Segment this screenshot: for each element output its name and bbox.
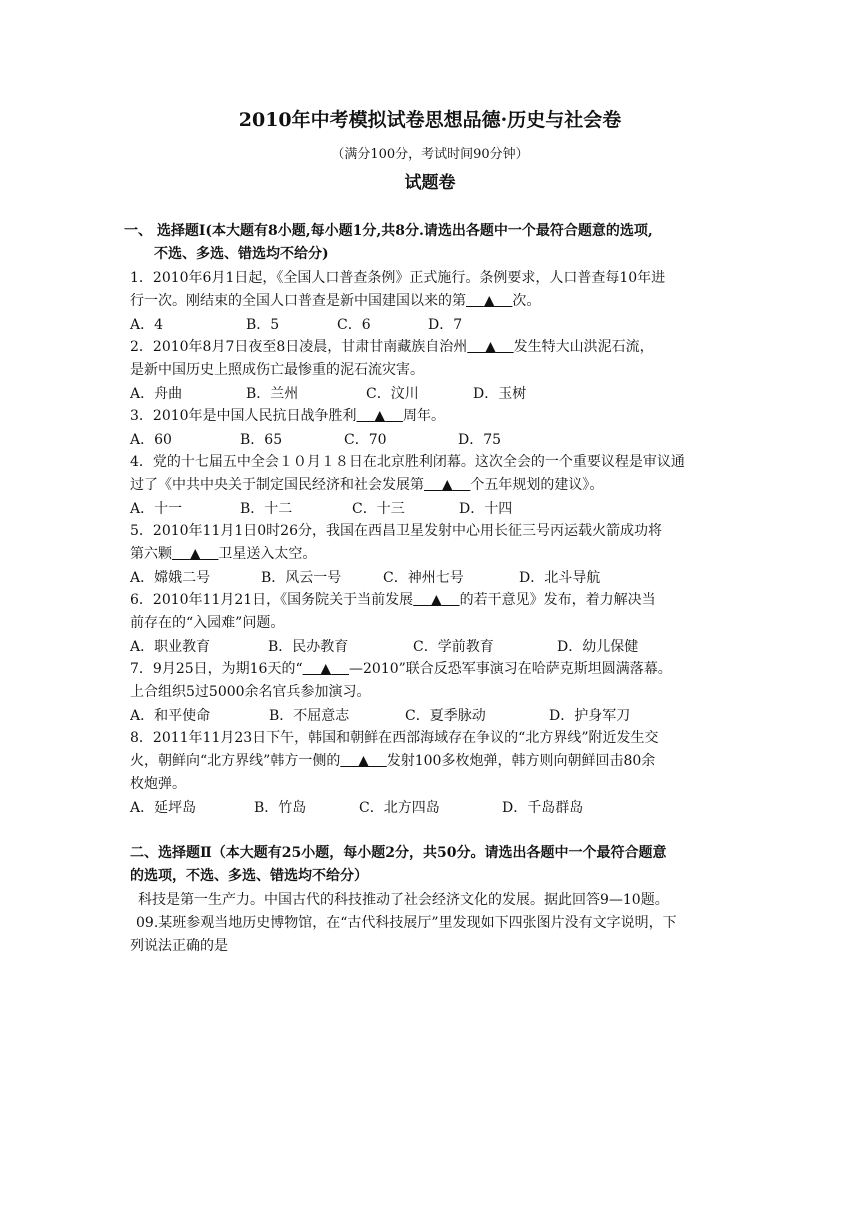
question-7-option-a: A．和平使命: [130, 708, 211, 724]
question-5-option-a: A．嫦娥二号: [130, 570, 211, 586]
question-2-option-b: B．兰州: [246, 386, 299, 402]
paper-label: 试题卷: [404, 173, 456, 193]
question-1-option-d: D．7: [428, 317, 463, 333]
question-5-option-b: B．风云一号: [261, 570, 342, 586]
question-7-option-d: D．护身军刀: [549, 708, 631, 724]
question-6-option-a: A．职业教育: [130, 639, 211, 655]
question-4-option-c: C．十三: [352, 501, 405, 517]
question-8-option-c: C．北方四岛: [359, 800, 440, 816]
question-4-stem-cont: 过了《中共中央关于制定国民经济和社会发展第 ▲ 个五年规划的建议》。: [130, 477, 604, 493]
question-1-option-a: A．4: [130, 317, 164, 333]
question-2-stem-cont: 是新中国历史上照成伤亡最惨重的泥石流灾害。: [130, 362, 424, 378]
answer-blank: ▲: [430, 592, 442, 608]
question-5-stem: 5．2010年11月1日0时26分，我国在西昌卫星发射中心用长征三号丙运载火箭成功将: [130, 523, 662, 539]
question-8-stem-cont: 火，朝鲜向“北方界线”韩方一侧的 ▲ 发射100多枚炮弹，韩方则向朝鲜回击80余: [130, 753, 656, 769]
question-4-option-a: A．十一: [130, 501, 183, 517]
question-5-stem-cont: 第六颗 ▲ 卫星送入太空。: [130, 546, 317, 562]
answer-blank: ▲: [358, 753, 369, 769]
question-2-option-d: D．玉树: [473, 386, 527, 402]
question-5-option-c: C．神州七号: [383, 570, 464, 586]
question-8-option-d: D．千岛群岛: [502, 800, 584, 816]
answer-blank: ▲: [483, 293, 495, 309]
question-8-option-a: A．延坪岛: [130, 800, 197, 816]
question-9-stem: 09.某班参观当地历史博物馆，在“古代科技展厅”里发现如下四张图片没有文字说明，下: [136, 915, 677, 931]
question-6-option-c: C．学前教育: [413, 639, 494, 655]
section2-intro: 科技是第一生产力。中国古代的科技推动了社会经济文化的发展。据此回答9—10题。: [138, 892, 669, 908]
question-8-stem-cont2: 枚炮弹。: [130, 776, 186, 792]
question-7-option-b: B．不屈意志: [269, 708, 350, 724]
question-1-stem: 1．2010年6月1日起，《全国人口普查条例》正式施行。条例要求，人口普查每10年进: [130, 270, 666, 286]
question-8-stem: 8．2011年11月23日下午，韩国和朝鲜在西部海域存在争议的“北方界线”附近发生交: [130, 730, 659, 746]
answer-blank: ▲: [374, 408, 386, 424]
question-2-stem: 2．2010年8月7日夜至8日凌晨，甘肃甘南藏族自治州 ▲ 发生特大山洪泥石流，: [130, 339, 654, 355]
section1-heading-cont: 不选、多选、错选均不给分): [154, 246, 329, 262]
question-7-stem: 7．9月25日，为期16天的“ ▲ —2010”联合反恐军事演习在哈萨克斯坦圆满落幕。: [130, 661, 672, 677]
question-7-option-c: C．夏季脉动: [405, 708, 486, 724]
question-3-option-b: B．65: [240, 432, 283, 448]
question-4-option-d: D．十四: [459, 501, 513, 517]
question-6-option-d: D．幼儿保健: [557, 639, 639, 655]
answer-blank: ▲: [320, 661, 332, 677]
question-6-option-b: B．民办教育: [268, 639, 349, 655]
section2-heading-cont: 的选项，不选、多选、错选均不给分）: [130, 868, 368, 884]
question-7-stem-cont: 上合组织5过5000余名官兵参加演习。: [130, 684, 371, 700]
question-8-option-b: B．竹岛: [254, 800, 307, 816]
question-1-stem-cont: 行一次。刚结束的全国人口普查是新中国建国以来的第 ▲ 次。: [130, 293, 541, 309]
question-2-option-c: C．汶川: [366, 386, 419, 402]
question-1-option-c: C．6: [337, 317, 371, 333]
question-4-option-b: B．十二: [240, 501, 293, 517]
answer-blank: ▲: [441, 477, 453, 493]
question-4-stem: 4．党的十七届五中全会１０月１８日在北京胜利闭幕。这次全会的一个重要议程是审议通: [130, 454, 685, 470]
question-5-option-d: D．北斗导航: [519, 570, 601, 586]
section2-heading: 二、选择题Ⅱ（本大题有25小题，每小题2分，共50分。请选出各题中一个最符合题意: [130, 845, 667, 861]
answer-blank: ▲: [485, 339, 496, 355]
question-1-option-b: B．5: [246, 317, 280, 333]
question-6-stem: 6．2010年11月21日，《国务院关于当前发展 ▲ 的若干意见》发布，着力解决当: [130, 592, 656, 608]
question-3-option-a: A．60: [130, 432, 172, 448]
answer-blank: ▲: [189, 546, 201, 562]
section1-heading: 一、 选择题Ⅰ(本大题有8小题,每小题1分,共8分.请选出各题中一个最符合题意的选项,: [124, 223, 653, 239]
question-9-stem-cont: 列说法正确的是: [130, 938, 228, 954]
question-3-option-d: D．75: [458, 432, 502, 448]
question-2-option-a: A．舟曲: [130, 386, 183, 402]
question-3-option-c: C．70: [344, 432, 387, 448]
question-6-stem-cont: 前存在的“入园难”问题。: [130, 615, 285, 631]
exam-subtitle: （满分100分，考试时间90分钟）: [331, 147, 529, 162]
page-title: 2010年中考模拟试卷思想品德·历史与社会卷: [238, 109, 622, 131]
question-3-stem: 3．2010年是中国人民抗日战争胜利 ▲ 周年。: [130, 408, 445, 424]
